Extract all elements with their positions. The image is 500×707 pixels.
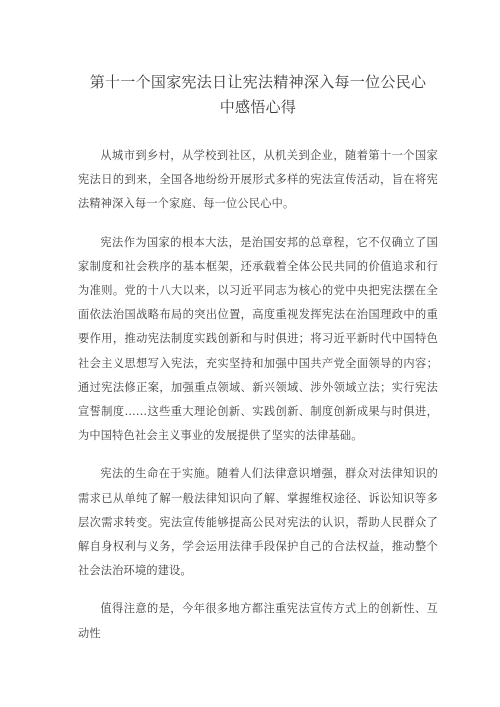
title-line-2: 中感悟心得: [219, 98, 297, 116]
document-title: [78, 70, 438, 120]
paragraph-4: 值得注意的是，今年很多地方都注重宪法宣传方式上的创新性、互动性: [78, 602, 438, 640]
title-line-1: 第十一个国家宪法日让宪法精神深入每一位公民心: [89, 73, 427, 91]
paragraph-3: 宪法的生命在于实施。随着人们法律意识增强，群众对法律知识的需求已从单纯了解一般法律知识向了解、掌握维权途径、诉讼知识等多层次需求转变。宪法宣传能够提高公民对宪法的认识，帮助人民群众了解自身权利与义务，学会运用法律手段保护自己的合法权益，推动整个社会法治环境的建设。: [78, 467, 438, 578]
paragraph-2: 宪法作为国家的根本大法，是治国安邦的总章程，它不仅确立了国家制度和社会秩序的基本框架，还承载着全体公民共同的价值追求和行为准则。党的十八大以来，以习近平同志为核心的党中央把宪法摆在全面依法治国战略布局的突出位置，高度重视发挥宪法在治国理政中的重要作用，推动宪法制度实践创新和与时俱进；将习近平新时代中国特色社会主义思想写入宪法，充实坚持和加强中国共产党全面领导的内容；通过宪法修正案，加强重点领域、新兴领域、涉外领域立法；实行宪法宣誓制度……这些重大理论创新、实践创新、制度创新成果与时俱进，为中国特色社会主义事业的发展提供了坚实的法律基础。: [78, 235, 438, 443]
paragraph-1: 从城市到乡村，从学校到社区，从机关到企业，随着第十一个国家宪法日的到来，全国各地纷纷开展形式多样的宪法宣传活动，旨在将宪法精神深入每一个家庭、每一位公民心中。: [78, 149, 438, 211]
